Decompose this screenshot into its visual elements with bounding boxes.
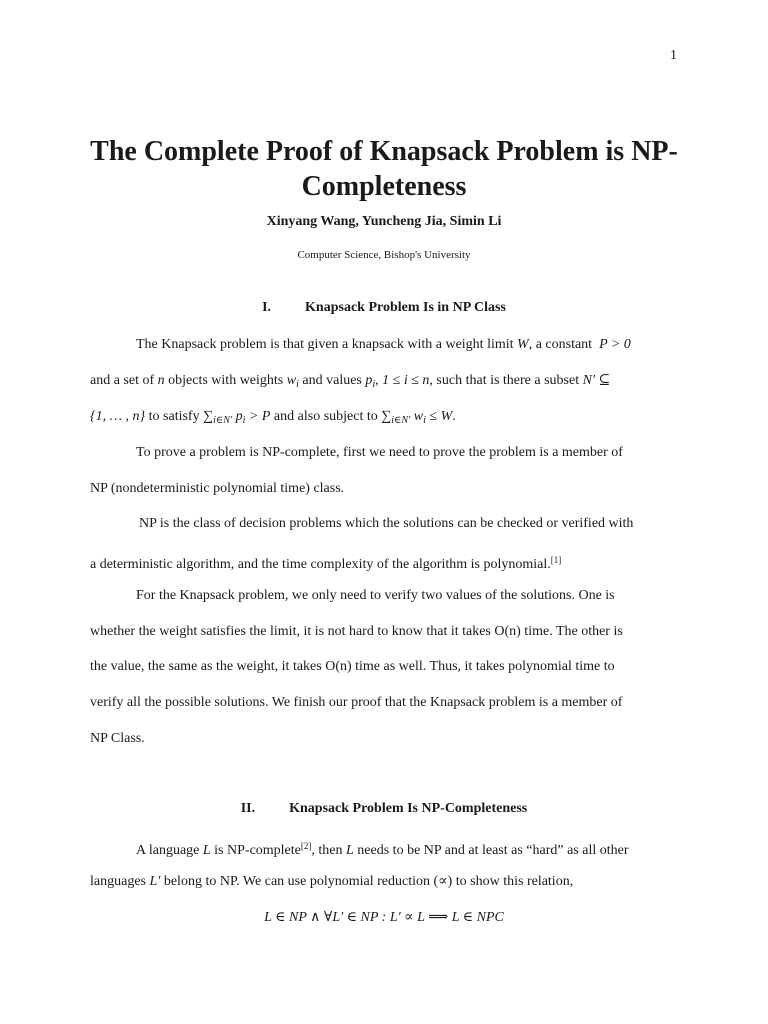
text: needs to be NP and at least as “hard” as all other xyxy=(353,843,629,858)
math-set: {1, … , n} xyxy=(90,409,146,424)
text: objects with weights xyxy=(164,373,287,388)
math-w: w xyxy=(286,373,297,388)
affiliation: Computer Science, Bishop's University xyxy=(297,249,471,261)
math-gt-P: > P xyxy=(245,409,271,424)
text: . xyxy=(452,409,456,424)
text: , such that is there a subset xyxy=(429,373,583,388)
math-sub: i xyxy=(423,415,426,426)
section-2-heading xyxy=(60,801,708,817)
citation-ref: [2] xyxy=(300,841,312,851)
math-le-W: ≤ W xyxy=(425,409,453,424)
text: is NP-complete xyxy=(210,843,301,858)
math-sub: i∈N′ xyxy=(391,415,411,426)
s1-p3-line-2 xyxy=(90,551,561,574)
math-N: N′ ⊆ xyxy=(582,373,611,388)
text: , then xyxy=(311,843,346,858)
text: and also subject to xyxy=(270,409,382,424)
section-1-heading xyxy=(60,300,708,316)
math-L-prime: L′ xyxy=(149,874,161,889)
math-sum: ∑ xyxy=(381,409,392,424)
text: belong to NP. We can use polynomial reduction (∝) to show this relation, xyxy=(160,874,574,889)
page-number: 1 xyxy=(670,48,677,63)
math-sub: i xyxy=(296,379,299,390)
text: to satisfy xyxy=(145,409,204,424)
math-range: , 1 ≤ i ≤ n xyxy=(375,373,430,388)
text: The Knapsack problem is that given a knapsack with a weight limit xyxy=(136,337,518,352)
equation-npc: L ∈ NP ∧ ∀L′ ∈ NP : L′ ∝ L ⟹ L ∈ NPC xyxy=(264,910,504,925)
text: A language xyxy=(136,843,203,858)
section-1-title: Knapsack Problem Is in NP Class xyxy=(305,300,506,315)
title-line-2: Completeness xyxy=(301,171,467,202)
authors: Xinyang Wang, Yuncheng Jia, Simin Li xyxy=(266,214,502,229)
math-sub: i xyxy=(242,415,246,426)
math-P: P > 0 xyxy=(599,337,631,352)
s1-p2-line-1: To prove a problem is NP-complete, first we need to prove the problem is a member of xyxy=(136,445,623,460)
math-W: W xyxy=(517,337,529,352)
section-1-number: I. xyxy=(262,300,272,315)
title-line-1: The Complete Proof of Knapsack Problem is NP- xyxy=(90,136,678,167)
s1-p1-line-3 xyxy=(90,408,456,430)
math-L: L xyxy=(346,843,354,858)
math-sub: i∈N′ xyxy=(213,415,233,426)
paper-title xyxy=(60,134,708,204)
s1-p1-line-2 xyxy=(90,372,610,394)
s1-p1-line-1 xyxy=(136,336,631,354)
s1-p4-line-1: For the Knapsack problem, we only need to verify two values of the solutions. One is xyxy=(136,588,615,603)
math-p: p xyxy=(232,409,243,424)
s2-p1-line-2 xyxy=(90,873,573,891)
s1-p4-line-2: whether the weight satisfies the limit, it is not hard to know that it takes O(n) time. The other is xyxy=(90,624,623,639)
s1-p4-line-3: the value, the same as the weight, it takes O(n) time as well. Thus, it takes polynomial time to xyxy=(90,659,615,674)
s1-p2-line-2: NP (nondeterministic polynomial time) class. xyxy=(90,481,345,496)
s1-p4-line-4: verify all the possible solutions. We finish our proof that the Knapsack problem is a member of xyxy=(90,695,623,710)
s1-p4-line-5: NP Class. xyxy=(90,731,145,746)
math-L: L xyxy=(202,843,211,858)
s1-p3-line-1: NP is the class of decision problems which the solutions can be checked or verified with xyxy=(139,516,634,531)
math-sub: i xyxy=(372,379,376,390)
text: a deterministic algorithm, and the time complexity of the algorithm is polynomial. xyxy=(90,557,551,572)
text: languages xyxy=(90,874,150,889)
math-sum: ∑ xyxy=(203,409,214,424)
text: and values xyxy=(298,373,366,388)
math-w: w xyxy=(410,409,424,424)
s2-p1-line-1 xyxy=(136,837,629,860)
section-2-number: II. xyxy=(240,801,256,816)
section-2-title: Knapsack Problem Is NP-Completeness xyxy=(289,801,528,816)
citation-ref: [1] xyxy=(550,555,562,565)
text: , a constant xyxy=(528,337,596,352)
text: and a set of xyxy=(90,373,158,388)
math-p: p xyxy=(365,373,373,388)
math-n: n xyxy=(157,373,165,388)
